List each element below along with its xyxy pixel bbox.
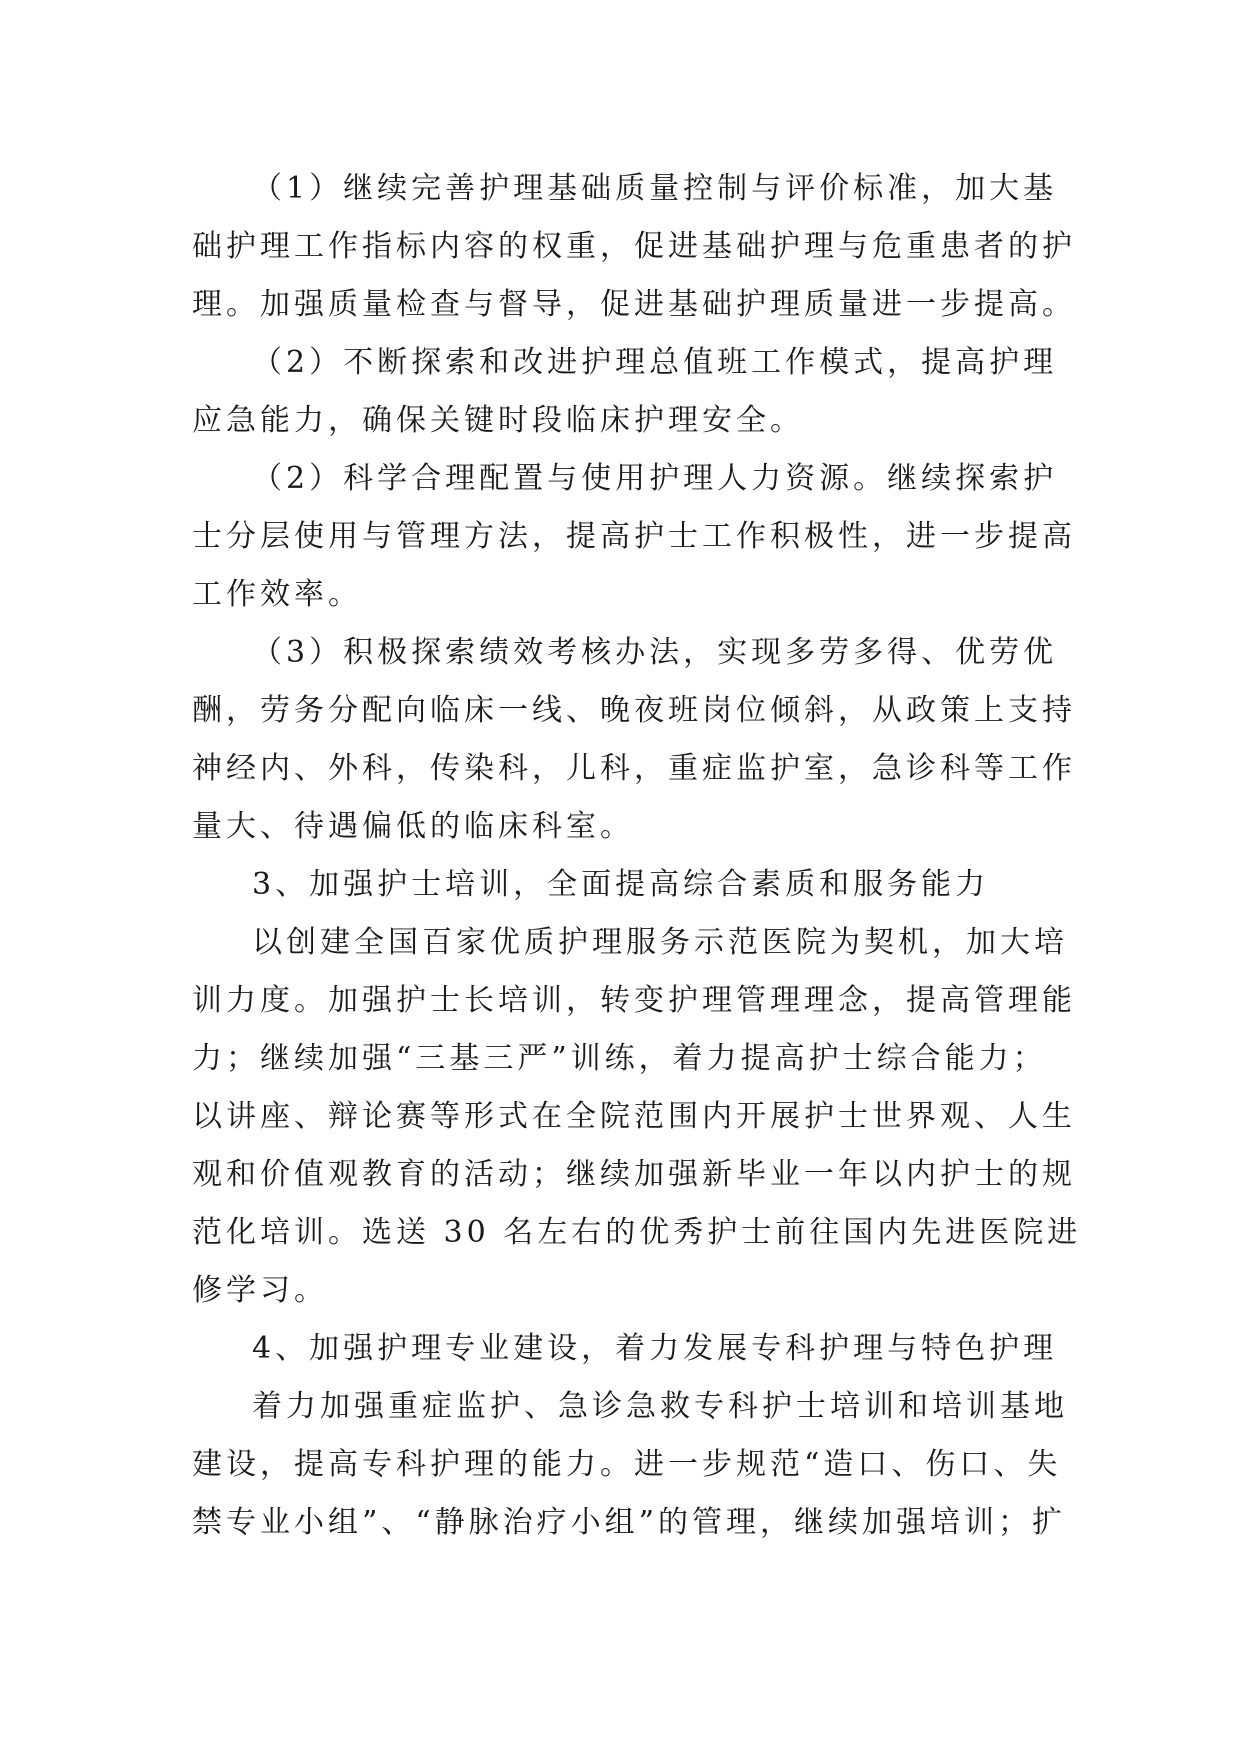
text-line: （3）积极探索绩效考核办法，实现多劳多得、优劳优	[252, 635, 1058, 670]
text-line: 以创建全国百家优质护理服务示范医院为契机，加大培	[252, 925, 1068, 960]
text-line: 范化培训。选送 30 名左右的优秀护士前往国内先进医院进	[192, 1215, 1082, 1250]
document-body	[192, 160, 1082, 1552]
heading-text: 3、加强护士培训，全面提高综合素质和服务能力	[252, 867, 990, 902]
text-line: 神经内、外科，传染科，儿科，重症监护室，急诊科等工作	[192, 751, 1076, 786]
text-line: （1）继续完善护理基础质量控制与评价标准，加大基	[252, 171, 1058, 206]
text-line: 应急能力，确保关键时段临床护理安全。	[192, 403, 804, 438]
text-line: 理。加强质量检查与督导，促进基础护理质量进一步提高。	[192, 287, 1076, 322]
paragraph-item-3	[192, 450, 1076, 624]
text-line: 士分层使用与管理方法，提高护士工作积极性，进一步提高	[192, 519, 1076, 554]
text-line: 建设，提高专科护理的能力。进一步规范“造口、伤口、失	[192, 1447, 1062, 1482]
text-line: 修学习。	[192, 1273, 328, 1308]
text-line: （2）科学合理配置与使用护理人力资源。继续探索护	[252, 461, 1058, 496]
text-line: （2）不断探索和改进护理总值班工作模式，提高护理	[252, 345, 1058, 380]
text-line: 训力度。加强护士长培训，转变护理管理理念，提高管理能	[192, 983, 1076, 1018]
section-heading-3	[192, 856, 1062, 914]
text-line: 以讲座、辩论赛等形式在全院范围内开展护士世界观、人生	[192, 1099, 1076, 1134]
heading-text: 4、加强护理专业建设，着力发展专科护理与特色护理	[252, 1331, 1058, 1366]
text-line: 工作效率。	[192, 577, 362, 612]
paragraph-item-2	[192, 334, 1062, 450]
text-line: 禁专业小组”、“静脉治疗小组”的管理，继续加强培训；扩	[192, 1505, 1067, 1540]
text-line: 量大、待遇偏低的临床科室。	[192, 809, 634, 844]
text-line: 力；继续加强“三基三严”训练，着力提高护士综合能力；	[192, 1041, 1047, 1076]
text-line: 着力加强重症监护、急诊急救专科护士培训和培训基地	[252, 1389, 1068, 1424]
paragraph-body-training	[192, 914, 1082, 1320]
text-line: 观和价值观教育的活动；继续加强新毕业一年以内护士的规	[192, 1157, 1076, 1192]
text-line: 础护理工作指标内容的权重，促进基础护理与危重患者的护	[192, 229, 1076, 264]
paragraph-item-4	[192, 624, 1076, 856]
paragraph-body-specialty	[192, 1378, 1068, 1552]
text-line: 酬，劳务分配向临床一线、晚夜班岗位倾斜，从政策上支持	[192, 693, 1076, 728]
section-heading-4	[192, 1320, 1062, 1378]
paragraph-item-1	[192, 160, 1076, 334]
